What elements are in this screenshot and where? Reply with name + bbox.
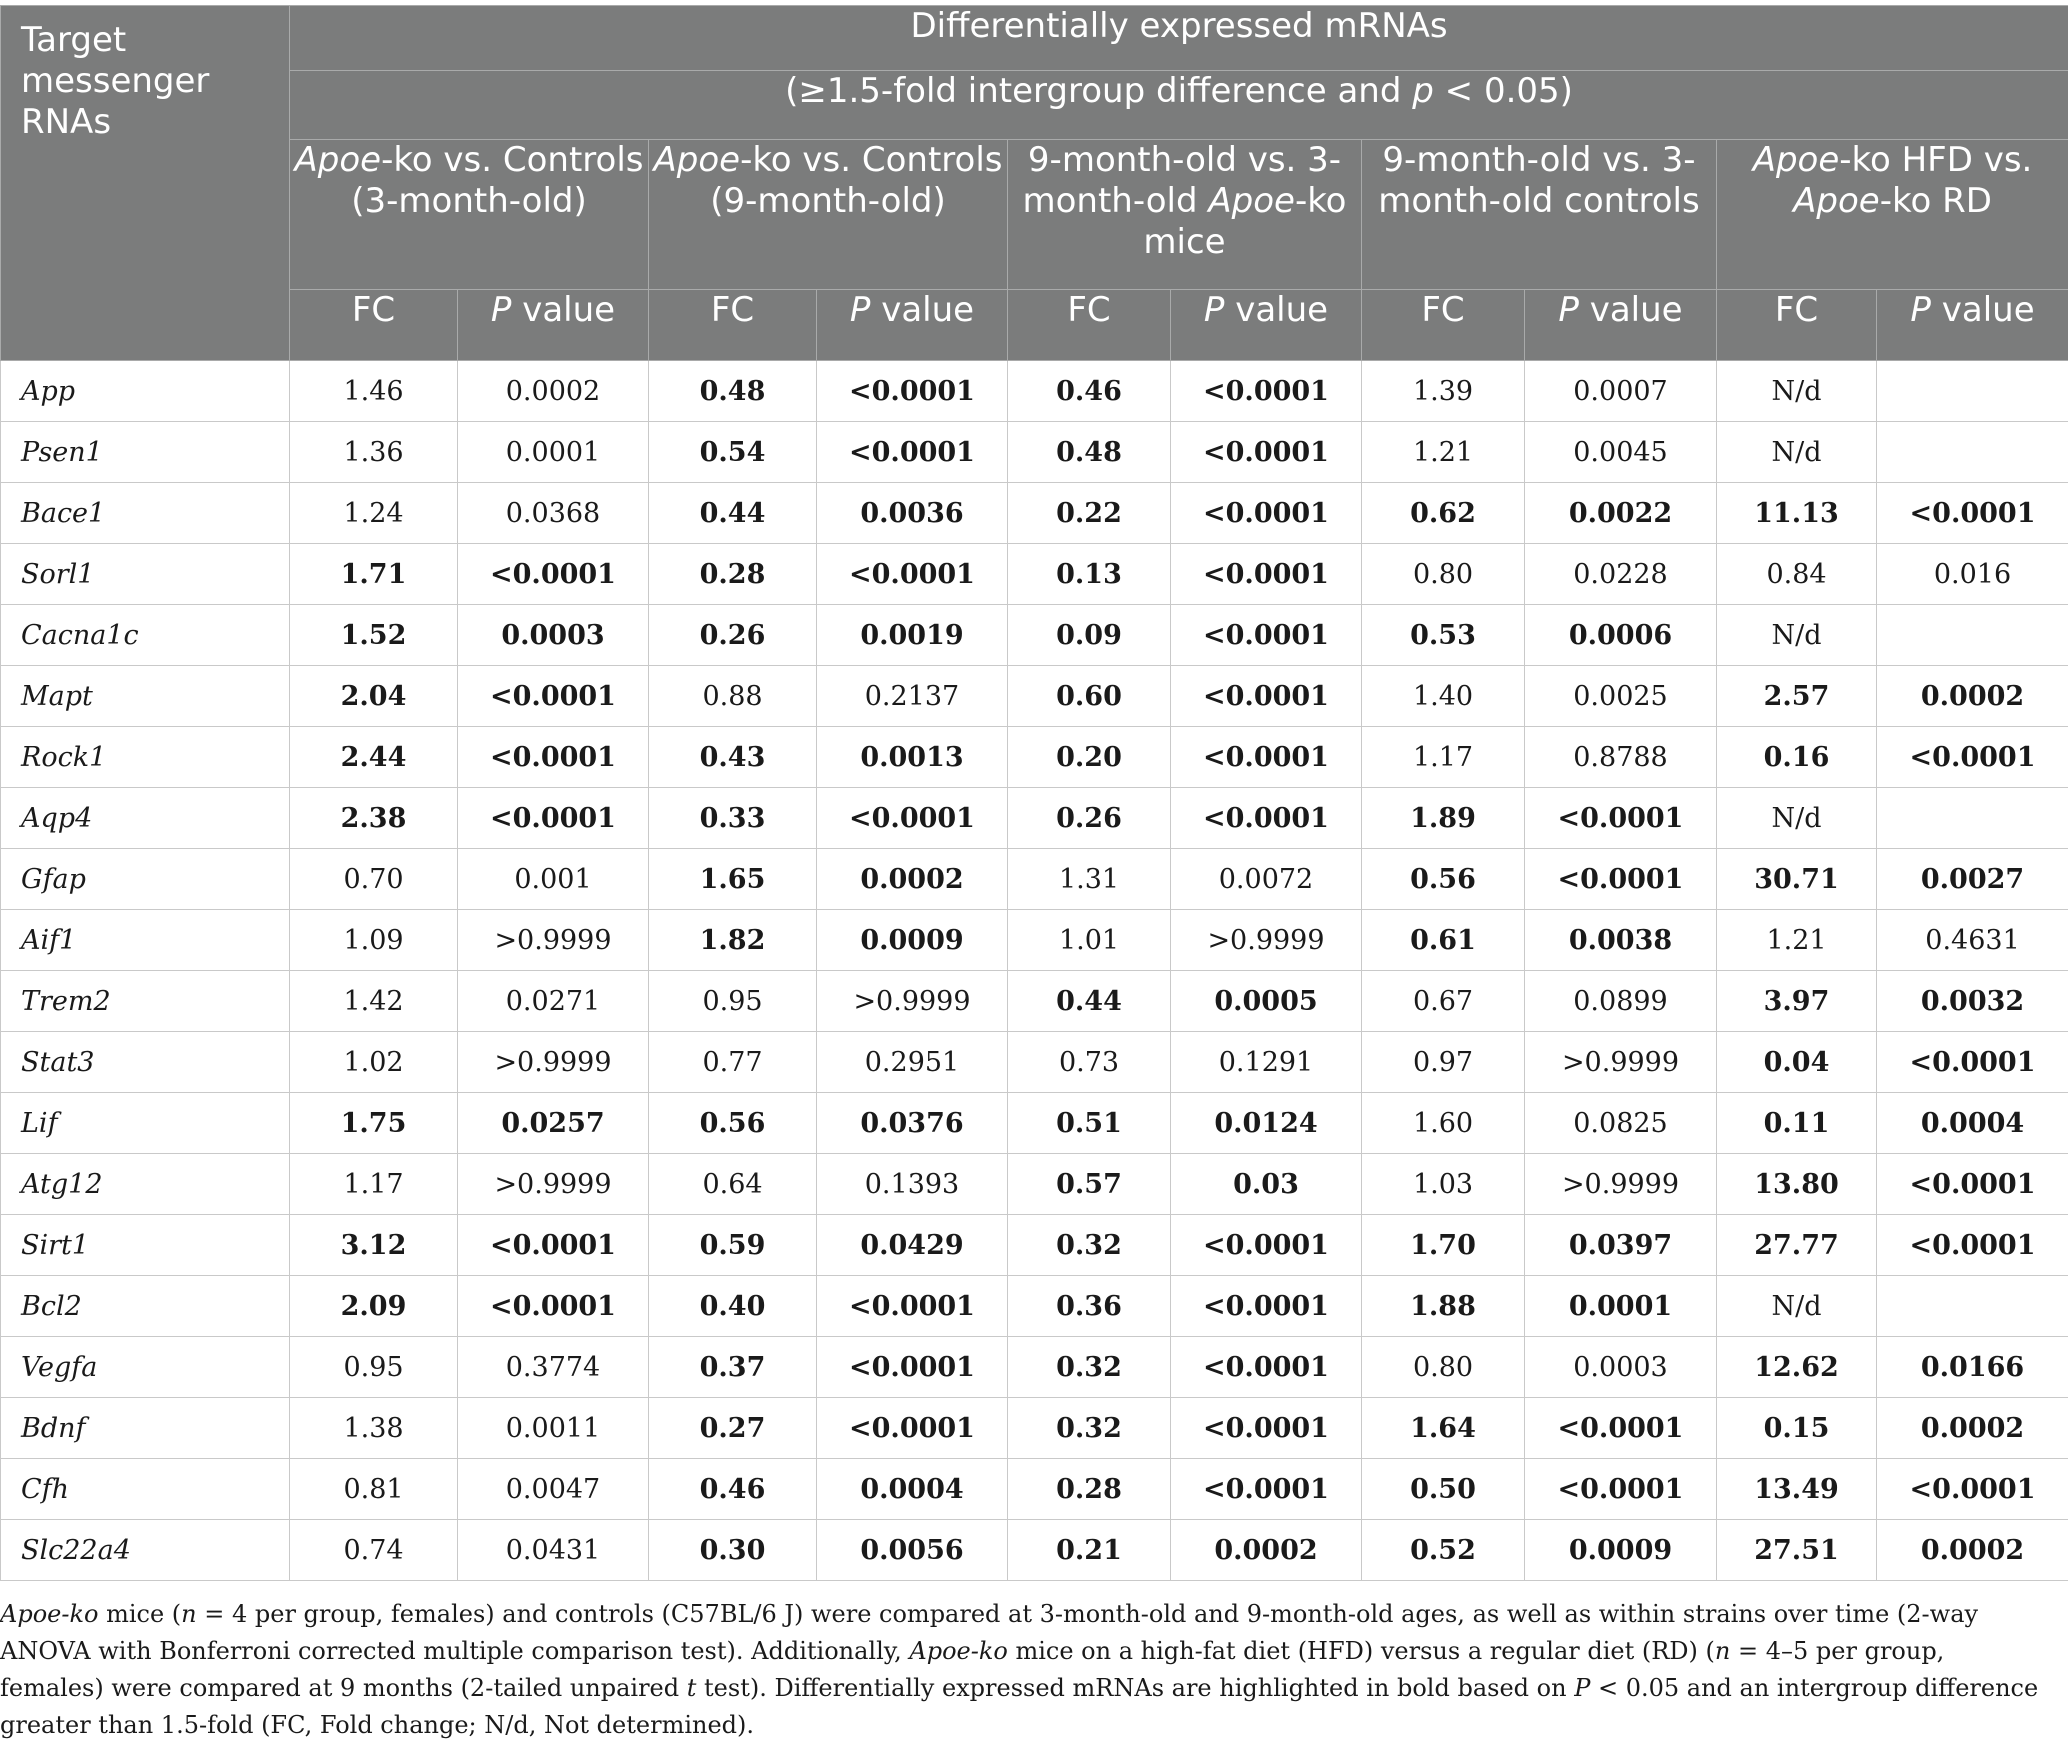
p-value-cell: <0.0001: [458, 727, 649, 788]
p-value-cell: <0.0001: [1877, 1154, 2068, 1215]
p-value-cell: <0.0001: [817, 361, 1008, 422]
fc-cell: 1.40: [1362, 666, 1525, 727]
p-value-cell: 0.001: [458, 849, 649, 910]
p-value-cell: [1877, 605, 2068, 666]
fc-cell: 1.52: [290, 605, 458, 666]
fc-cell: 0.59: [649, 1215, 817, 1276]
fc-header: FC: [1362, 290, 1525, 361]
p-value-header: P value: [817, 290, 1008, 361]
fc-cell: 1.39: [1362, 361, 1525, 422]
group-header-2: Apoe-ko vs. Controls (9-month-old): [649, 140, 1008, 290]
table-row: [1, 1276, 2068, 1337]
p-value-cell: <0.0001: [1877, 1459, 2068, 1520]
p-value-cell: 0.0228: [1525, 544, 1717, 605]
p-value-cell: 0.0002: [458, 361, 649, 422]
fc-cell: 11.13: [1717, 483, 1877, 544]
span-title: Differentially expressed mRNAs: [290, 6, 2068, 71]
fc-header: FC: [649, 290, 817, 361]
p-value-cell: 0.0032: [1877, 971, 2068, 1032]
p-value-cell: 0.1393: [817, 1154, 1008, 1215]
p-value-cell: 0.0045: [1525, 422, 1717, 483]
p-value-cell: <0.0001: [1171, 422, 1362, 483]
fc-cell: 0.88: [649, 666, 817, 727]
fc-cell: 0.20: [1008, 727, 1171, 788]
p-value-cell: 0.0429: [817, 1215, 1008, 1276]
fc-header: FC: [1008, 290, 1171, 361]
p-value-cell: <0.0001: [1525, 1398, 1717, 1459]
fc-cell: 0.95: [649, 971, 817, 1032]
p-value-cell: 0.0009: [1525, 1520, 1717, 1581]
fc-cell: 0.50: [1362, 1459, 1525, 1520]
p-value-cell: <0.0001: [1171, 1398, 1362, 1459]
fc-cell: 0.15: [1717, 1398, 1877, 1459]
fc-cell: 1.02: [290, 1032, 458, 1093]
fc-cell: N/d: [1717, 1276, 1877, 1337]
gene-name-cell: Bace1: [1, 483, 290, 544]
fc-cell: 0.32: [1008, 1337, 1171, 1398]
p-value-cell: [1877, 788, 2068, 849]
fc-cell: 1.75: [290, 1093, 458, 1154]
p-value-cell: <0.0001: [458, 1276, 649, 1337]
fc-cell: 0.74: [290, 1520, 458, 1581]
table-row: [1, 1459, 2068, 1520]
gene-name-cell: Sirt1: [1, 1215, 290, 1276]
fc-cell: 2.38: [290, 788, 458, 849]
p-value-cell: <0.0001: [1171, 1276, 1362, 1337]
p-value-cell: 0.03: [1171, 1154, 1362, 1215]
p-value-cell: >0.9999: [817, 971, 1008, 1032]
p-value-cell: 0.0006: [1525, 605, 1717, 666]
p-value-header: P value: [1171, 290, 1362, 361]
table-row: [1, 361, 2068, 422]
fc-cell: 0.26: [1008, 788, 1171, 849]
p-value-cell: <0.0001: [1877, 1215, 2068, 1276]
fc-cell: 0.36: [1008, 1276, 1171, 1337]
p-value-cell: 0.0003: [458, 605, 649, 666]
fc-cell: 1.09: [290, 910, 458, 971]
fc-cell: 0.77: [649, 1032, 817, 1093]
fc-cell: 1.38: [290, 1398, 458, 1459]
fc-cell: 0.28: [649, 544, 817, 605]
fc-cell: N/d: [1717, 605, 1877, 666]
table-row: [1, 1154, 2068, 1215]
gene-name-cell: Mapt: [1, 666, 290, 727]
p-value-cell: 0.0011: [458, 1398, 649, 1459]
fc-cell: 30.71: [1717, 849, 1877, 910]
p-value-cell: 0.0004: [817, 1459, 1008, 1520]
p-value-cell: <0.0001: [817, 544, 1008, 605]
gene-name-cell: Aif1: [1, 910, 290, 971]
group-header-5: Apoe-ko HFD vs. Apoe-ko RD: [1717, 140, 2068, 290]
p-value-header: P value: [458, 290, 649, 361]
fc-cell: 1.60: [1362, 1093, 1525, 1154]
fc-cell: N/d: [1717, 361, 1877, 422]
group-header-1: Apoe-ko vs. Controls (3-month-old): [290, 140, 649, 290]
fc-cell: 0.16: [1717, 727, 1877, 788]
fc-cell: 0.32: [1008, 1215, 1171, 1276]
p-value-cell: 0.2137: [817, 666, 1008, 727]
p-value-cell: 0.8788: [1525, 727, 1717, 788]
fc-cell: 1.01: [1008, 910, 1171, 971]
table-row: [1, 1032, 2068, 1093]
fc-cell: 2.04: [290, 666, 458, 727]
fc-cell: 1.03: [1362, 1154, 1525, 1215]
gene-name-cell: Bcl2: [1, 1276, 290, 1337]
span-subtitle: (≥1.5-fold intergroup difference and p < 0.05): [290, 71, 2068, 140]
p-value-cell: 0.0124: [1171, 1093, 1362, 1154]
table-row: [1, 544, 2068, 605]
fc-cell: 1.36: [290, 422, 458, 483]
p-value-header: P value: [1525, 290, 1717, 361]
p-value-cell: 0.0271: [458, 971, 649, 1032]
p-value-header: P value: [1877, 290, 2068, 361]
table-row: [1, 422, 2068, 483]
fc-cell: 0.64: [649, 1154, 817, 1215]
p-value-cell: 0.0002: [1877, 1520, 2068, 1581]
p-value-cell: 0.0431: [458, 1520, 649, 1581]
p-value-cell: 0.0009: [817, 910, 1008, 971]
fc-cell: 1.88: [1362, 1276, 1525, 1337]
p-value-cell: 0.0001: [458, 422, 649, 483]
fc-cell: 0.56: [1362, 849, 1525, 910]
gene-name-cell: Gfap: [1, 849, 290, 910]
fc-cell: 0.67: [1362, 971, 1525, 1032]
p-value-cell: 0.0002: [1877, 666, 2068, 727]
fc-cell: 0.22: [1008, 483, 1171, 544]
fc-cell: 0.95: [290, 1337, 458, 1398]
p-value-cell: <0.0001: [1171, 361, 1362, 422]
fc-cell: 0.52: [1362, 1520, 1525, 1581]
fc-cell: 1.21: [1362, 422, 1525, 483]
p-value-cell: <0.0001: [817, 422, 1008, 483]
p-value-cell: 0.0038: [1525, 910, 1717, 971]
table-row: [1, 849, 2068, 910]
table-body: [1, 361, 2068, 1581]
gene-name-cell: Slc22a4: [1, 1520, 290, 1581]
group-header-3: 9-month-old vs. 3-month-old Apoe-ko mice: [1008, 140, 1362, 290]
fc-cell: 1.71: [290, 544, 458, 605]
p-value-cell: 0.0036: [817, 483, 1008, 544]
fc-cell: 13.49: [1717, 1459, 1877, 1520]
p-value-cell: 0.0899: [1525, 971, 1717, 1032]
p-value-cell: 0.0257: [458, 1093, 649, 1154]
p-value-cell: 0.1291: [1171, 1032, 1362, 1093]
fc-cell: 0.62: [1362, 483, 1525, 544]
fc-cell: 0.61: [1362, 910, 1525, 971]
table-footnote: Apoe-ko mice (n = 4 per group, females) and controls (C57BL/6 J) were compared at 3-month-old and 9-month-old ages, as well as within strains over time (2-way ANOVA with Bonferroni corrected multiple comparison test). Additionally, Apoe-ko mice on a high-fat diet (HFD) versus a regular diet (RD) (n = 4–5 per group, females) were compared at 9 months (2-tailed unpaired t test). Differentially expressed mRNAs are highlighted in bold based on P < 0.05 and an intergroup difference greater than 1.5-fold (FC, Fold change; N/d, Not determined).: [0, 1600, 2039, 1739]
fc-cell: 0.09: [1008, 605, 1171, 666]
p-value-cell: <0.0001: [1171, 1337, 1362, 1398]
table-row: [1, 666, 2068, 727]
fc-cell: 0.26: [649, 605, 817, 666]
p-value-cell: <0.0001: [1171, 788, 1362, 849]
p-value-cell: 0.3774: [458, 1337, 649, 1398]
gene-name-cell: Psen1: [1, 422, 290, 483]
fc-cell: 0.13: [1008, 544, 1171, 605]
fc-cell: 0.30: [649, 1520, 817, 1581]
p-value-cell: <0.0001: [817, 1276, 1008, 1337]
fc-cell: 0.44: [1008, 971, 1171, 1032]
gene-name-cell: Vegfa: [1, 1337, 290, 1398]
fc-cell: 1.17: [1362, 727, 1525, 788]
p-value-cell: 0.0025: [1525, 666, 1717, 727]
gene-name-cell: Lif: [1, 1093, 290, 1154]
fc-cell: 0.57: [1008, 1154, 1171, 1215]
fc-cell: 12.62: [1717, 1337, 1877, 1398]
group-header-4: 9-month-old vs. 3-month-old controls: [1362, 140, 1717, 290]
fc-cell: 1.31: [1008, 849, 1171, 910]
gene-name-cell: Cfh: [1, 1459, 290, 1520]
table-row: [1, 1520, 2068, 1581]
p-value-cell: <0.0001: [1171, 605, 1362, 666]
p-value-cell: >0.9999: [1525, 1032, 1717, 1093]
fc-cell: 0.70: [290, 849, 458, 910]
p-value-cell: <0.0001: [1171, 1459, 1362, 1520]
gene-name-cell: Stat3: [1, 1032, 290, 1093]
gene-name-cell: Trem2: [1, 971, 290, 1032]
p-value-cell: 0.0007: [1525, 361, 1717, 422]
table-row: [1, 727, 2068, 788]
p-value-cell: <0.0001: [1171, 544, 1362, 605]
p-value-cell: <0.0001: [458, 544, 649, 605]
p-value-cell: <0.0001: [458, 1215, 649, 1276]
p-value-cell: 0.0019: [817, 605, 1008, 666]
gene-name-cell: Atg12: [1, 1154, 290, 1215]
fc-cell: 0.21: [1008, 1520, 1171, 1581]
p-value-cell: >0.9999: [1525, 1154, 1717, 1215]
p-value-cell: 0.0002: [1877, 1398, 2068, 1459]
subheader-row: [1, 290, 2068, 361]
p-value-cell: <0.0001: [1171, 727, 1362, 788]
p-value-cell: <0.0001: [1171, 666, 1362, 727]
fc-cell: 0.73: [1008, 1032, 1171, 1093]
p-value-cell: >0.9999: [458, 1032, 649, 1093]
fc-cell: 0.27: [649, 1398, 817, 1459]
p-value-cell: 0.0002: [817, 849, 1008, 910]
table-row: [1, 1337, 2068, 1398]
fc-cell: 1.65: [649, 849, 817, 910]
fc-cell: 1.24: [290, 483, 458, 544]
fc-cell: 0.44: [649, 483, 817, 544]
fc-cell: 1.89: [1362, 788, 1525, 849]
fc-cell: 0.48: [1008, 422, 1171, 483]
data-table: [0, 5, 2068, 1581]
fc-cell: 0.60: [1008, 666, 1171, 727]
p-value-cell: >0.9999: [458, 910, 649, 971]
fc-cell: 1.82: [649, 910, 817, 971]
p-value-cell: 0.0027: [1877, 849, 2068, 910]
p-value-cell: <0.0001: [817, 788, 1008, 849]
fc-cell: 0.80: [1362, 544, 1525, 605]
table-row: [1, 1093, 2068, 1154]
fc-cell: 0.54: [649, 422, 817, 483]
p-value-cell: <0.0001: [1525, 1459, 1717, 1520]
fc-cell: 0.56: [649, 1093, 817, 1154]
p-value-cell: 0.0002: [1171, 1520, 1362, 1581]
p-value-cell: 0.0825: [1525, 1093, 1717, 1154]
p-value-cell: 0.0047: [458, 1459, 649, 1520]
table-row: [1, 788, 2068, 849]
p-value-cell: [1877, 1276, 2068, 1337]
fc-cell: 0.46: [649, 1459, 817, 1520]
fc-cell: 3.12: [290, 1215, 458, 1276]
p-value-cell: >0.9999: [458, 1154, 649, 1215]
p-value-cell: <0.0001: [458, 666, 649, 727]
p-value-cell: 0.0005: [1171, 971, 1362, 1032]
p-value-cell: 0.016: [1877, 544, 2068, 605]
p-value-cell: 0.0397: [1525, 1215, 1717, 1276]
p-value-cell: [1877, 361, 2068, 422]
gene-name-cell: App: [1, 361, 290, 422]
fc-cell: 0.80: [1362, 1337, 1525, 1398]
fc-cell: N/d: [1717, 788, 1877, 849]
gene-name-cell: Sorl1: [1, 544, 290, 605]
p-value-cell: 0.0166: [1877, 1337, 2068, 1398]
gene-name-cell: Bdnf: [1, 1398, 290, 1459]
p-value-cell: <0.0001: [1171, 483, 1362, 544]
fc-cell: 1.64: [1362, 1398, 1525, 1459]
p-value-cell: <0.0001: [1525, 788, 1717, 849]
p-value-cell: 0.0013: [817, 727, 1008, 788]
fc-cell: 0.81: [290, 1459, 458, 1520]
corner-header: Target messenger RNAs: [1, 6, 290, 361]
fc-cell: 0.28: [1008, 1459, 1171, 1520]
fc-cell: 0.33: [649, 788, 817, 849]
p-value-cell: 0.0001: [1525, 1276, 1717, 1337]
gene-name-cell: Aqp4: [1, 788, 290, 849]
fc-cell: 1.42: [290, 971, 458, 1032]
fc-cell: 0.04: [1717, 1032, 1877, 1093]
p-value-cell: <0.0001: [458, 788, 649, 849]
fc-cell: 27.51: [1717, 1520, 1877, 1581]
fc-cell: N/d: [1717, 422, 1877, 483]
fc-cell: 2.44: [290, 727, 458, 788]
fc-header: FC: [1717, 290, 1877, 361]
fc-cell: 27.77: [1717, 1215, 1877, 1276]
fc-cell: 0.11: [1717, 1093, 1877, 1154]
fc-cell: 0.40: [649, 1276, 817, 1337]
fc-cell: 1.70: [1362, 1215, 1525, 1276]
fc-cell: 3.97: [1717, 971, 1877, 1032]
fc-cell: 2.57: [1717, 666, 1877, 727]
p-value-cell: <0.0001: [817, 1398, 1008, 1459]
fc-cell: 0.37: [649, 1337, 817, 1398]
p-value-cell: 0.2951: [817, 1032, 1008, 1093]
fc-cell: 13.80: [1717, 1154, 1877, 1215]
table-row: [1, 1398, 2068, 1459]
p-value-cell: <0.0001: [1525, 849, 1717, 910]
p-value-cell: 0.0368: [458, 483, 649, 544]
p-value-cell: 0.0004: [1877, 1093, 2068, 1154]
fc-cell: 0.32: [1008, 1398, 1171, 1459]
p-value-cell: 0.0003: [1525, 1337, 1717, 1398]
gene-name-cell: Rock1: [1, 727, 290, 788]
p-value-cell: <0.0001: [1877, 1032, 2068, 1093]
fc-cell: 1.21: [1717, 910, 1877, 971]
table-row: [1, 910, 2068, 971]
p-value-cell: 0.4631: [1877, 910, 2068, 971]
p-value-cell: 0.0056: [817, 1520, 1008, 1581]
fc-cell: 0.43: [649, 727, 817, 788]
fc-cell: 1.17: [290, 1154, 458, 1215]
fc-cell: 0.97: [1362, 1032, 1525, 1093]
p-value-cell: <0.0001: [1877, 727, 2068, 788]
fc-cell: 0.48: [649, 361, 817, 422]
gene-name-cell: Cacna1c: [1, 605, 290, 666]
fc-cell: 0.84: [1717, 544, 1877, 605]
p-value-cell: 0.0072: [1171, 849, 1362, 910]
p-value-cell: <0.0001: [1171, 1215, 1362, 1276]
p-value-cell: >0.9999: [1171, 910, 1362, 971]
p-value-cell: [1877, 422, 2068, 483]
p-value-cell: 0.0022: [1525, 483, 1717, 544]
p-value-cell: <0.0001: [1877, 483, 2068, 544]
table-row: [1, 971, 2068, 1032]
fc-cell: 1.46: [290, 361, 458, 422]
fc-cell: 2.09: [290, 1276, 458, 1337]
table-row: [1, 483, 2068, 544]
fc-cell: 0.46: [1008, 361, 1171, 422]
table-row: [1, 1215, 2068, 1276]
fc-cell: 0.53: [1362, 605, 1525, 666]
fc-cell: 0.51: [1008, 1093, 1171, 1154]
fc-header: FC: [290, 290, 458, 361]
p-value-cell: 0.0376: [817, 1093, 1008, 1154]
table-row: [1, 605, 2068, 666]
p-value-cell: <0.0001: [817, 1337, 1008, 1398]
